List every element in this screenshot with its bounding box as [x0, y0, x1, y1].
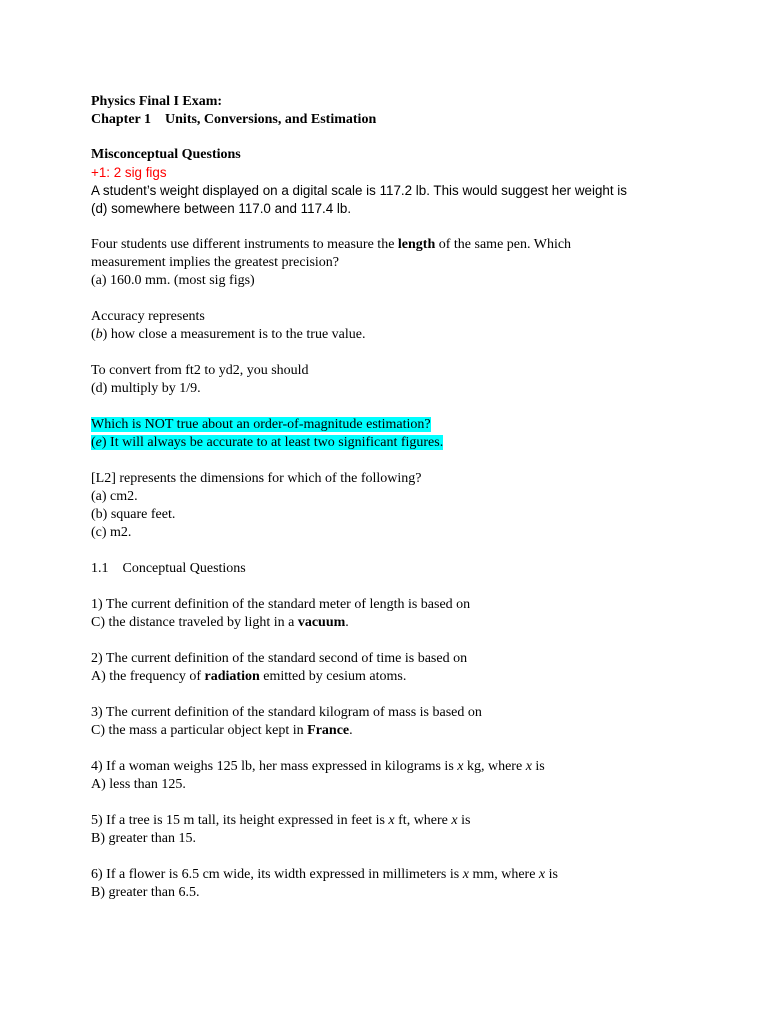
- answer-text: B) greater than 15.: [91, 831, 196, 846]
- answer-text: [91, 722, 731, 740]
- variable: x: [462, 867, 469, 882]
- question-text: [91, 812, 731, 830]
- answer-text: [91, 326, 731, 344]
- answer-paren: (: [91, 435, 96, 450]
- question-text: Accuracy represents: [91, 309, 205, 324]
- highlighted-question: [91, 416, 731, 434]
- question-text: 1) The current definition of the standard meter of length is based on: [91, 597, 471, 612]
- answer-text: [91, 668, 731, 686]
- answer-option: (c) m2.: [91, 525, 132, 540]
- question-text: [L2] represents the dimensions for which of the following?: [91, 471, 422, 486]
- answer-text: (d) multiply by 1/9.: [91, 381, 201, 396]
- highlighted-answer-text: [91, 435, 443, 450]
- question-text: measurement implies the greatest precision?: [91, 255, 340, 270]
- variable: x: [525, 759, 532, 774]
- question-text-segment: is: [545, 867, 558, 882]
- question-text-segment: 5) If a tree is 15 m tall, its height expressed in feet is: [91, 813, 389, 828]
- answer-paren: (: [91, 327, 96, 342]
- answer-letter: b: [95, 327, 103, 342]
- emphasis-word: length: [397, 237, 436, 252]
- question-text-segment: 6) If a flower is 6.5 cm wide, its width expressed in millimeters is: [91, 867, 463, 882]
- answer-text-segment: .: [349, 723, 353, 738]
- sig-figs-note: +1: 2 sig figs: [91, 165, 167, 180]
- answer-letter: e: [95, 435, 102, 450]
- answer-text: [91, 614, 731, 632]
- variable: x: [538, 867, 546, 882]
- question-text: [91, 758, 731, 776]
- answer-text-segment: .: [345, 615, 349, 630]
- question-text-segment: is: [531, 759, 545, 774]
- variable: x: [451, 813, 458, 828]
- variable: x: [457, 759, 464, 774]
- answer-text-segment: ) how close a measurement is to the true value.: [102, 327, 366, 342]
- answer-text: B) greater than 6.5.: [91, 885, 200, 900]
- document-title: Physics Final I Exam:: [91, 94, 223, 109]
- question-text-segment: Four students use different instruments to measure the: [91, 237, 398, 252]
- answer-text: (d) somewhere between 117.0 and 117.4 lb.: [91, 201, 352, 216]
- section-title: Conceptual Questions: [122, 561, 246, 576]
- question-text: A student’s weight displayed on a digital scale is 117.2 lb. This would suggest her weight is: [91, 183, 627, 198]
- variable: x: [388, 813, 395, 828]
- chapter-title: Units, Conversions, and Estimation: [165, 112, 377, 127]
- highlighted-question-text: Which is NOT true about an order-of-magnitude estimation?: [91, 417, 431, 432]
- question-text-segment: is: [457, 813, 471, 828]
- question-text: To convert from ft2 to yd2, you should: [91, 363, 309, 378]
- question-text: 2) The current definition of the standard second of time is based on: [91, 651, 468, 666]
- question-text-segment: 4) If a woman weighs 125 lb, her mass expressed in kilograms is: [91, 759, 458, 774]
- section-number: 1.1: [91, 561, 109, 576]
- emphasis-word: radiation: [204, 669, 260, 684]
- document-page: [91, 93, 731, 902]
- question-text-segment: ft, where: [394, 813, 452, 828]
- answer-text-segment: ) It will always be accurate to at least two significant figures.: [101, 435, 444, 450]
- answer-text-segment: C) the distance traveled by light in a: [91, 615, 298, 630]
- misconceptual-heading: Misconceptual Questions: [91, 147, 241, 162]
- highlighted-answer: [91, 434, 731, 452]
- conceptual-heading: [91, 560, 731, 578]
- question-text-segment: of the same pen. Which: [435, 237, 572, 252]
- emphasis-word: France: [307, 723, 350, 738]
- chapter-heading: [91, 111, 731, 129]
- answer-text: (a) 160.0 mm. (most sig figs): [91, 273, 255, 288]
- answer-option: (a) cm2.: [91, 489, 138, 504]
- answer-option: (b) square feet.: [91, 507, 176, 522]
- question-text-segment: mm, where: [468, 867, 539, 882]
- answer-text-segment: C) the mass a particular object kept in: [91, 723, 308, 738]
- answer-text: A) less than 125.: [91, 777, 186, 792]
- chapter-label: Chapter 1: [91, 112, 152, 127]
- answer-text-segment: A) the frequency of: [91, 669, 205, 684]
- question-text: 3) The current definition of the standard kilogram of mass is based on: [91, 705, 482, 720]
- answer-text-segment: emitted by cesium atoms.: [259, 669, 407, 684]
- question-text: [91, 866, 731, 884]
- question-text: [91, 236, 731, 254]
- emphasis-word: vacuum: [297, 615, 346, 630]
- question-text-segment: kg, where: [463, 759, 526, 774]
